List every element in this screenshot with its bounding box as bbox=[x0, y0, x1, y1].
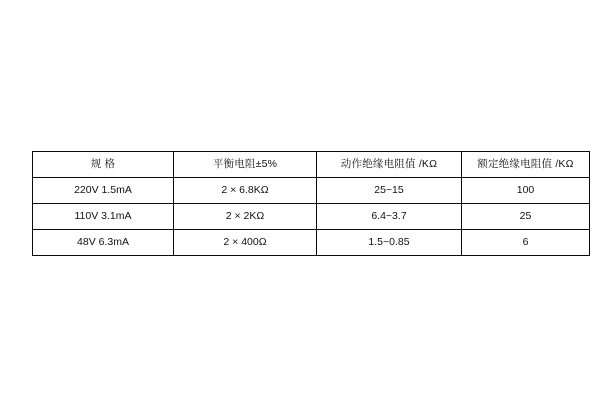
table-cell-specification: 48V 6.3mA bbox=[33, 230, 174, 256]
table-cell-specification: 110V 3.1mA bbox=[33, 204, 174, 230]
spec-table-container bbox=[32, 151, 574, 256]
table-cell-rated-insulation-resistance: 6 bbox=[462, 230, 590, 256]
table-row bbox=[33, 204, 590, 230]
table-row bbox=[33, 230, 590, 256]
table-cell-operating-insulation-resistance: 6.4~3.7 bbox=[317, 204, 462, 230]
table-cell-balance-resistance: 2 × 6.8KΩ bbox=[174, 178, 317, 204]
table-header-cell-rated-insulation-resistance: 额定绝缘电阻值 /KΩ bbox=[462, 152, 590, 178]
table-header-cell-specification: 规 格 bbox=[33, 152, 174, 178]
table-cell-rated-insulation-resistance: 25 bbox=[462, 204, 590, 230]
table-cell-operating-insulation-resistance: 1.5~0.85 bbox=[317, 230, 462, 256]
table-cell-operating-insulation-resistance: 25~15 bbox=[317, 178, 462, 204]
specification-table bbox=[32, 151, 590, 256]
table-cell-balance-resistance: 2 × 400Ω bbox=[174, 230, 317, 256]
table-cell-specification: 220V 1.5mA bbox=[33, 178, 174, 204]
table-cell-rated-insulation-resistance: 100 bbox=[462, 178, 590, 204]
table-header-cell-balance-resistance: 平衡电阻±5% bbox=[174, 152, 317, 178]
table-header-cell-operating-insulation-resistance: 动作绝缘电阻值 /KΩ bbox=[317, 152, 462, 178]
table-header-row bbox=[33, 152, 590, 178]
table-row bbox=[33, 178, 590, 204]
table-cell-balance-resistance: 2 × 2KΩ bbox=[174, 204, 317, 230]
